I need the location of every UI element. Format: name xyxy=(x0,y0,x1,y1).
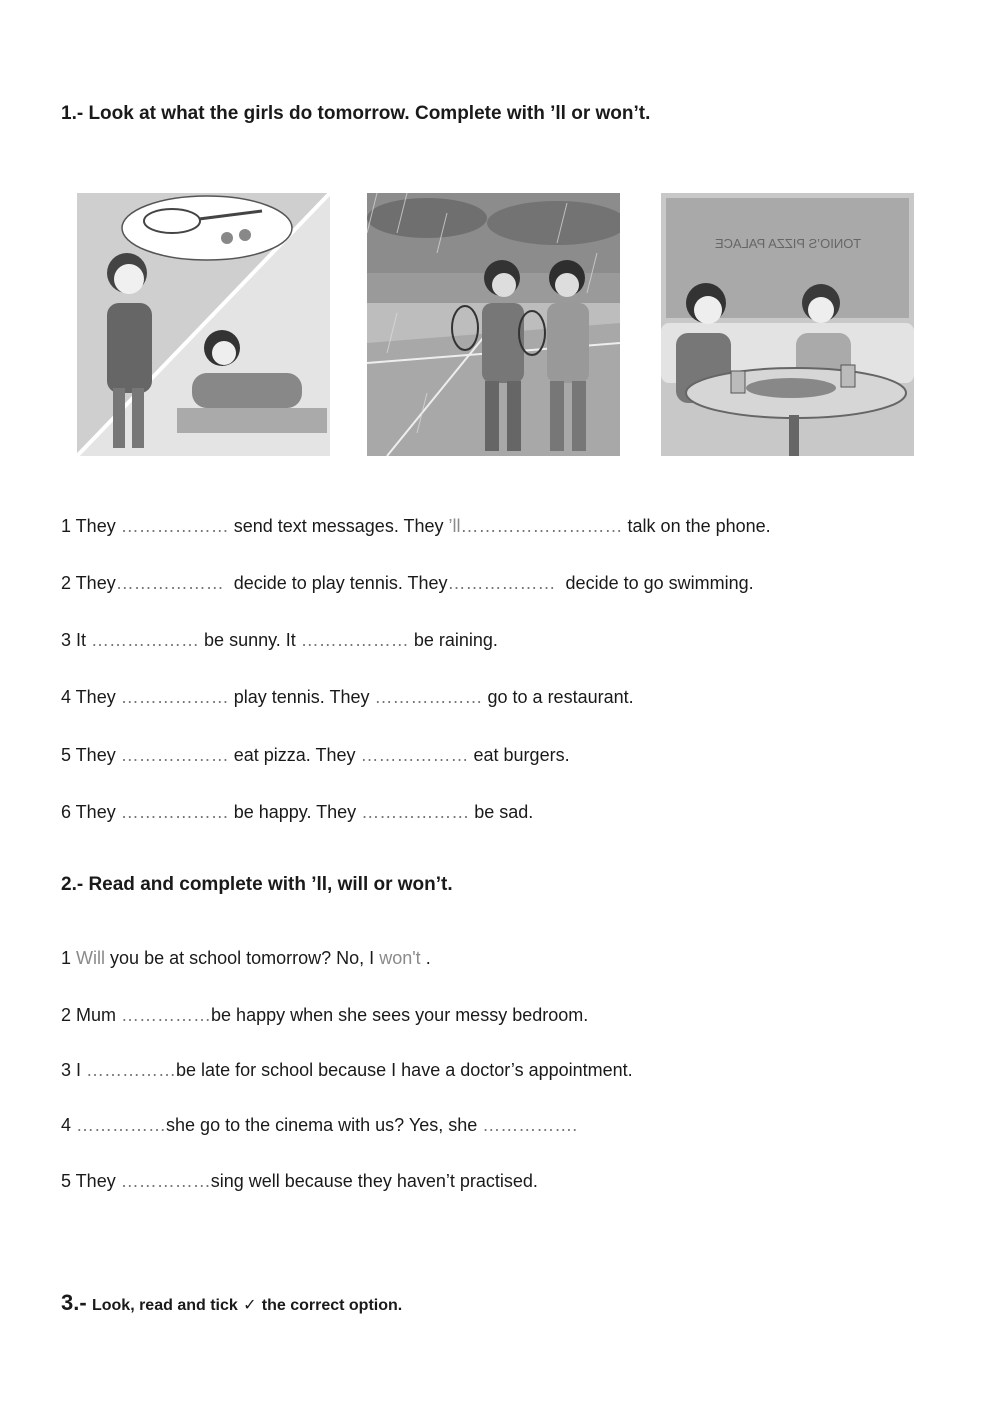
item-number: 5 They xyxy=(61,745,116,765)
item-number: 1 They xyxy=(61,516,116,536)
item-text-end: go to a restaurant. xyxy=(487,687,634,707)
item-text: be sunny. It xyxy=(204,630,296,650)
section1-heading: 1.- Look at what the girls do tomorrow. Complete with ’ll or won’t. xyxy=(61,103,651,124)
item-text-end: be sad. xyxy=(474,802,534,822)
exercise1-item-5 xyxy=(61,745,570,766)
section3-text: Look, read and tick xyxy=(91,1297,238,1314)
answer-blank[interactable]: ……………… xyxy=(361,802,470,822)
item-text: 5 They xyxy=(61,1171,116,1191)
answer-blank[interactable]: …………… xyxy=(86,1060,177,1080)
exercise1-item-6 xyxy=(61,802,533,823)
item-text-end: be late for school because I have a doctor’s appointment. xyxy=(176,1060,633,1080)
example-answer: won't xyxy=(379,948,421,968)
item-number: 2 They xyxy=(61,573,116,593)
item-text: 2 Mum xyxy=(61,1005,117,1025)
exercise1-item-4 xyxy=(61,687,634,708)
girls-phone-tennis-thought-picture-icon xyxy=(77,193,330,456)
answer-blank[interactable]: …………… xyxy=(76,1115,167,1135)
exercise1-item-2 xyxy=(61,573,754,594)
picture-pizza-restaurant xyxy=(661,193,914,456)
item-text-end: decide to go swimming. xyxy=(565,573,754,593)
item-text: you be at school tomorrow? No, I xyxy=(110,948,375,968)
item-text-end: . xyxy=(425,948,431,968)
example-answer: Will xyxy=(76,948,106,968)
item-number: 4 xyxy=(61,1115,72,1135)
answer-blank[interactable]: ……………… xyxy=(300,630,409,650)
example-answer: ’ll xyxy=(448,516,461,536)
restaurant-sign-text: TONIO’S PIZZA PALACE xyxy=(714,236,862,251)
item-text: decide to play tennis. They xyxy=(233,573,448,593)
item-text-end: be raining. xyxy=(413,630,498,650)
answer-blank[interactable]: ……………… xyxy=(120,802,229,822)
answer-blank[interactable]: …………… xyxy=(121,1005,212,1025)
exercise2-item-2 xyxy=(61,1005,588,1026)
section3-text-end: the correct option. xyxy=(261,1297,403,1314)
section3-heading xyxy=(61,1290,402,1316)
item-text: play tennis. They xyxy=(233,687,370,707)
item-number: 4 They xyxy=(61,687,116,707)
item-text-end: eat burgers. xyxy=(473,745,570,765)
answer-blank[interactable]: ……………… xyxy=(91,630,200,650)
answer-blank[interactable]: ……………… xyxy=(374,687,483,707)
exercise1-item-3 xyxy=(61,630,498,651)
picture-rainy-court xyxy=(367,193,620,456)
section3-number: 3.- xyxy=(61,1290,87,1315)
item-text-end: be happy when she sees your messy bedroom. xyxy=(211,1005,589,1025)
answer-blank[interactable]: ……………… xyxy=(120,745,229,765)
exercise1-item-1 xyxy=(61,516,771,537)
answer-blank[interactable]: ……………… xyxy=(115,573,224,593)
answer-blank[interactable]: ……………. xyxy=(482,1115,578,1135)
picture-phone-girls xyxy=(77,193,330,456)
section2-heading: 2.- Read and complete with ’ll, will or won’t. xyxy=(61,874,453,895)
answer-blank[interactable]: ……………… xyxy=(120,516,229,536)
item-number: 6 They xyxy=(61,802,116,822)
item-text: 3 I xyxy=(61,1060,82,1080)
girls-rainy-tennis-court-picture-icon xyxy=(367,193,620,456)
item-number: 1 xyxy=(61,948,72,968)
exercise2-item-1 xyxy=(61,948,431,969)
item-text-end: sing well because they haven’t practised. xyxy=(210,1171,538,1191)
answer-blank[interactable]: ……………………… xyxy=(460,516,623,536)
exercise2-item-3 xyxy=(61,1060,633,1081)
exercise2-item-4 xyxy=(61,1115,577,1136)
answer-blank[interactable]: ……………… xyxy=(120,687,229,707)
answer-blank[interactable]: …………… xyxy=(120,1171,211,1191)
item-text-end: talk on the phone. xyxy=(627,516,771,536)
item-text: be happy. They xyxy=(233,802,357,822)
exercise2-item-5 xyxy=(61,1171,538,1192)
answer-blank[interactable]: ……………… xyxy=(360,745,469,765)
item-text: eat pizza. They xyxy=(233,745,356,765)
girls-pizza-restaurant-picture-icon xyxy=(661,193,914,456)
tick-icon: ✓ xyxy=(243,1297,257,1314)
item-text: send text messages. They xyxy=(233,516,444,536)
item-text: she go to the cinema with us? Yes, she xyxy=(166,1115,478,1135)
answer-blank[interactable]: ……………… xyxy=(447,573,556,593)
item-number: 3 It xyxy=(61,630,87,650)
